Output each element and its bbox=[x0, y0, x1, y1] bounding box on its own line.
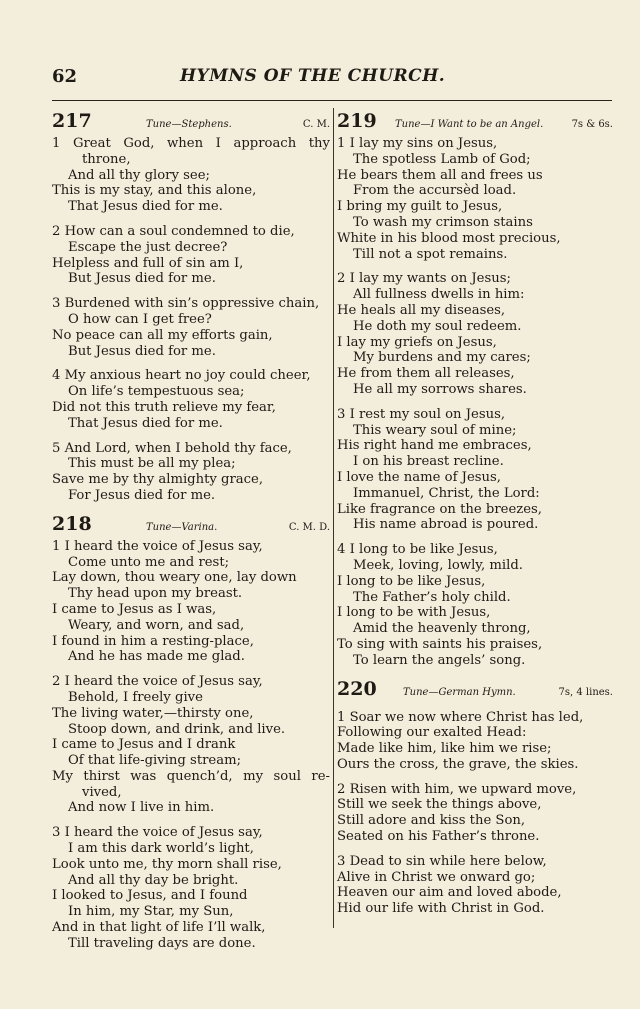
verse-line: My thirst was quench’d, my soul re- bbox=[52, 768, 330, 784]
right-column bbox=[337, 110, 613, 926]
verse-line: vived, bbox=[82, 784, 122, 800]
verse-line: That Jesus died for me. bbox=[68, 199, 223, 215]
verse-line: He doth my soul redeem. bbox=[353, 318, 522, 334]
verse-line: 2 Risen with him, we upward move, bbox=[337, 781, 577, 797]
verse-line: To wash my crimson stains bbox=[353, 214, 533, 230]
verse-line: Of that life-giving stream; bbox=[68, 753, 242, 769]
stanza bbox=[52, 539, 330, 665]
verse-line: And all thy glory see; bbox=[68, 167, 210, 183]
verse-line: The living water,—thirsty one, bbox=[52, 705, 254, 721]
header-rule bbox=[52, 100, 612, 101]
verse-line: 1 I lay my sins on Jesus, bbox=[337, 136, 498, 151]
verse-line: Behold, I freely give bbox=[68, 689, 203, 705]
verse-line: On life’s tempestuous sea; bbox=[68, 384, 245, 400]
stanza bbox=[337, 710, 613, 773]
verse-line: I am this dark world’s light, bbox=[68, 841, 254, 857]
tune-name: Tune—Varina. bbox=[146, 521, 218, 533]
verse-line: I looked to Jesus, and I found bbox=[52, 888, 248, 904]
verse-line: In him, my Star, my Sun, bbox=[68, 904, 234, 920]
verse-line: O how can I get free? bbox=[68, 311, 212, 327]
verse-line: That Jesus died for me. bbox=[68, 415, 223, 431]
verse-line: Still adore and kiss the Son, bbox=[337, 813, 526, 829]
left-column bbox=[52, 110, 330, 961]
hymn-number: 220 bbox=[337, 677, 377, 700]
verse-line: He all my sorrows shares. bbox=[353, 381, 527, 397]
verse-line: Heaven our aim and loved abode, bbox=[337, 885, 562, 901]
verse-line: His name abroad is poured. bbox=[353, 517, 539, 533]
verse-line: Till not a spot remains. bbox=[353, 246, 508, 262]
verse-line: Helpless and full of sin am I, bbox=[52, 255, 244, 271]
stanza bbox=[52, 368, 330, 431]
verse-line: But Jesus died for me. bbox=[68, 271, 216, 287]
stanza bbox=[337, 854, 613, 917]
verse-line: The Father’s holy child. bbox=[353, 589, 511, 605]
verse-line: 5 And Lord, when I behold thy face, bbox=[52, 440, 292, 456]
verse-line: Meek, loving, lowly, mild. bbox=[353, 557, 523, 573]
stanza bbox=[52, 674, 330, 816]
verse-line: Did not this truth relieve my fear, bbox=[52, 399, 276, 415]
hymn-number: 217 bbox=[52, 110, 92, 132]
verse-line: He bears them all and frees us bbox=[337, 167, 543, 183]
verse-line: Come unto me and rest; bbox=[68, 554, 230, 570]
verse-line: Amid the heavenly throng, bbox=[353, 621, 531, 637]
meter: 7s & 6s. bbox=[571, 119, 613, 130]
stanza bbox=[52, 825, 330, 951]
hymn-number: 218 bbox=[52, 512, 92, 535]
verse-line: Stoop down, and drink, and live. bbox=[68, 721, 286, 737]
verse-line: I came to Jesus as I was, bbox=[52, 601, 217, 617]
verse-line: To sing with saints his praises, bbox=[337, 636, 543, 652]
verse-line: Look unto me, thy morn shall rise, bbox=[52, 856, 282, 872]
stanza bbox=[337, 136, 613, 262]
verse-line: Save me by thy almighty grace, bbox=[52, 472, 264, 488]
verse-line: This must be all my plea; bbox=[68, 456, 236, 472]
verse-line: throne, bbox=[82, 151, 131, 167]
stanza bbox=[52, 441, 330, 504]
verse-line: Till traveling days are done. bbox=[68, 935, 256, 951]
verse-line: I long to be like Jesus, bbox=[337, 573, 486, 589]
verse-line: Still we seek the things above, bbox=[337, 797, 542, 813]
verse-line: Seated on his Father’s throne. bbox=[337, 829, 540, 845]
hymn-218 bbox=[52, 513, 330, 952]
verse-line: I lay my griefs on Jesus, bbox=[337, 334, 497, 350]
verse-line: Weary, and worn, and sad, bbox=[68, 617, 245, 633]
stanza bbox=[337, 271, 613, 397]
hymn-number: 219 bbox=[337, 110, 377, 132]
verse-line: Made like him, like him we rise; bbox=[337, 741, 552, 757]
verse-line: This is my stay, and this alone, bbox=[52, 183, 257, 199]
stanza bbox=[52, 136, 330, 215]
verse-line: He from them all releases, bbox=[337, 366, 515, 382]
verse-line: All fullness dwells in him: bbox=[353, 287, 525, 303]
verse-line: Alive in Christ we onward go; bbox=[337, 869, 536, 885]
verse-line: Immanuel, Christ, the Lord: bbox=[353, 485, 540, 501]
verse-line: 2 I lay my wants on Jesus; bbox=[337, 271, 511, 287]
verse-line: 3 Burdened with sin’s oppressive chain, bbox=[52, 296, 320, 312]
verse-line: His right hand me embraces, bbox=[337, 438, 532, 454]
verse-line: 1 Soar we now where Christ has led, bbox=[337, 709, 584, 725]
verse-line: 4 I long to be like Jesus, bbox=[337, 542, 498, 558]
hymn-217 bbox=[52, 110, 330, 504]
verse-line: Following our exalted Head: bbox=[337, 725, 527, 741]
verse-line: I bring my guilt to Jesus, bbox=[337, 199, 503, 215]
verse-line: 1 I heard the voice of Jesus say, bbox=[52, 538, 263, 554]
verse-line: No peace can all my efforts gain, bbox=[52, 327, 273, 343]
verse-line: I on his breast recline. bbox=[353, 454, 504, 470]
verse-line: I love the name of Jesus, bbox=[337, 469, 501, 485]
verse-line: The spotless Lamb of God; bbox=[353, 151, 531, 167]
page-number: 62 bbox=[52, 66, 78, 87]
verse-line: Thy head upon my breast. bbox=[68, 586, 243, 602]
verse-line: But Jesus died for me. bbox=[68, 343, 216, 359]
meter: C. M. bbox=[302, 119, 330, 130]
stanza bbox=[337, 782, 613, 845]
verse-line: 1 Great God, when I approach thy bbox=[52, 136, 330, 151]
verse-line: Escape the just decree? bbox=[68, 239, 228, 255]
verse-line: I long to be with Jesus, bbox=[337, 605, 491, 621]
column-divider bbox=[333, 108, 334, 928]
verse-line: 3 I heard the voice of Jesus say, bbox=[52, 825, 263, 841]
stanza bbox=[52, 296, 330, 359]
verse-line: Like fragrance on the breezes, bbox=[337, 501, 542, 517]
meter: 7s, 4 lines. bbox=[558, 686, 613, 698]
meter: C. M. D. bbox=[288, 521, 330, 533]
tune-name: Tune—Stephens. bbox=[146, 119, 232, 130]
stanza bbox=[337, 407, 613, 533]
verse-line: For Jesus died for me. bbox=[68, 487, 216, 503]
tune-name: Tune—German Hymn. bbox=[403, 686, 516, 698]
verse-line: 3 I rest my soul on Jesus, bbox=[337, 406, 506, 422]
verse-line: Ours the cross, the grave, the skies. bbox=[337, 756, 579, 772]
verse-line: 2 I heard the voice of Jesus say, bbox=[52, 674, 263, 690]
tune-name: Tune—I Want to be an Angel. bbox=[395, 119, 544, 130]
stanza bbox=[337, 542, 613, 668]
verse-line: I found in him a resting-place, bbox=[52, 633, 254, 649]
verse-line: 2 How can a soul condemned to die, bbox=[52, 223, 295, 239]
verse-line: This weary soul of mine; bbox=[353, 422, 517, 438]
verse-line: White in his blood most precious, bbox=[337, 230, 561, 246]
verse-line: He heals all my diseases, bbox=[337, 302, 506, 318]
verse-line: To learn the angels’ song. bbox=[353, 652, 526, 668]
verse-line: And now I live in him. bbox=[68, 800, 215, 816]
verse-line: And in that light of life I’ll walk, bbox=[52, 920, 266, 936]
hymn-219 bbox=[337, 110, 613, 669]
stanza bbox=[52, 224, 330, 287]
verse-line: And all thy day be bright. bbox=[68, 872, 239, 888]
verse-line: Hid our life with Christ in God. bbox=[337, 901, 545, 917]
verse-line: And he has made me glad. bbox=[68, 649, 245, 665]
running-head: HYMNS OF THE CHURCH. bbox=[180, 66, 446, 86]
verse-line: From the accursèd load. bbox=[353, 183, 517, 199]
hymn-220 bbox=[337, 678, 613, 918]
verse-line: 4 My anxious heart no joy could cheer, bbox=[52, 368, 311, 384]
verse-line: 3 Dead to sin while here below, bbox=[337, 853, 547, 869]
verse-line: Lay down, thou weary one, lay down bbox=[52, 570, 297, 586]
verse-line: My burdens and my cares; bbox=[353, 350, 531, 366]
verse-line: I came to Jesus and I drank bbox=[52, 737, 236, 753]
